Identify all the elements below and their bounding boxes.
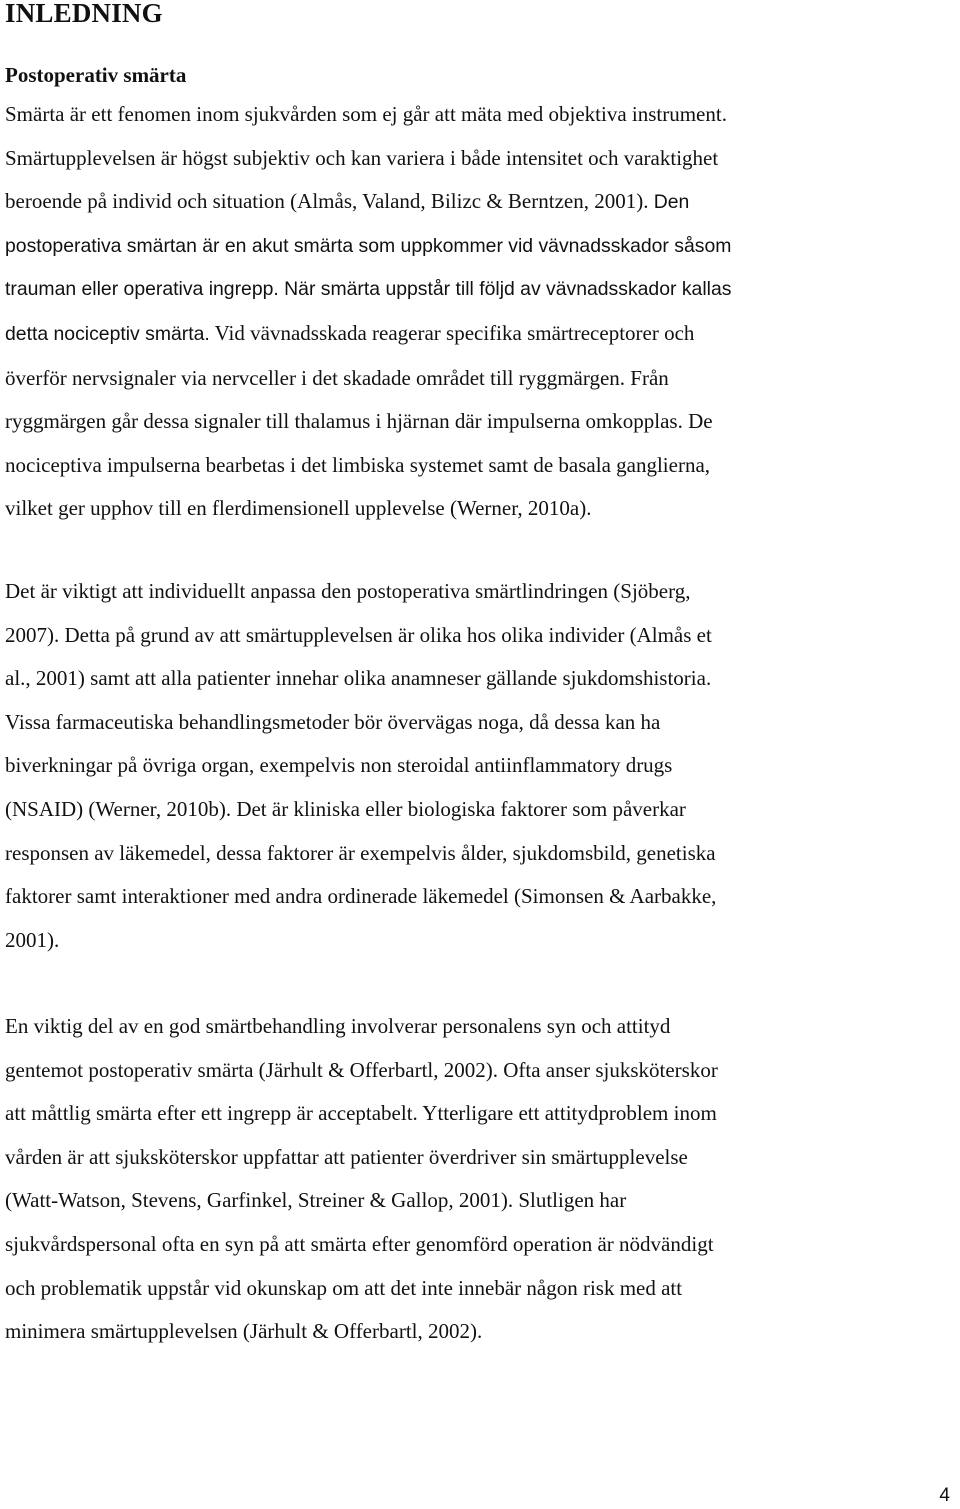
text-line: Smärtupplevelsen är högst subjektiv och kan variera i både intensitet och varaktighet xyxy=(5,145,719,170)
text-line: gentemot postoperativ smärta (Järhult & Offerbartl, 2002). Ofta anser sjuksköterskor xyxy=(5,1057,718,1082)
text-line: sjukvårdspersonal ofta en syn på att smärta efter genomförd operation är nödvändigt xyxy=(5,1231,714,1256)
text-line: nociceptiva impulserna bearbetas i det limbiska systemet samt de basala ganglierna, xyxy=(5,452,711,477)
text-line: vilket ger upphov till en flerdimensionell upplevelse (Werner, 2010a). xyxy=(5,496,592,521)
subsection-heading: Postoperativ smärta xyxy=(5,63,187,87)
text-line: (NSAID) (Werner, 2010b). Det är kliniska eller biologiska faktorer som påverkar xyxy=(5,796,686,821)
text-line: al., 2001) samt att alla patienter innehar olika anamneser gällande sjukdomshistoria. xyxy=(5,666,712,691)
text-line: postoperativa smärtan är en akut smärta som uppkommer vid vävnadsskador såsom xyxy=(5,234,732,257)
text-line: Det är viktigt att individuellt anpassa den postoperativa smärtlindringen (Sjöberg, xyxy=(5,579,691,603)
paragraph-1 xyxy=(5,93,955,531)
paragraph-3 xyxy=(5,1005,955,1354)
text-line: (Watt-Watson, Stevens, Garfinkel, Streiner & Gallop, 2001). Slutligen har xyxy=(5,1188,627,1213)
text-span: överför nervsignaler via nervceller i det skadade området till ryggmärgen. xyxy=(5,365,626,390)
text-line: Smärta är ett fenomen inom sjukvården som ej går att mäta med objektiva instrument. xyxy=(5,102,727,126)
text-span: detta nociceptiv smärta. xyxy=(5,322,210,345)
text-line: 2001). xyxy=(5,927,60,952)
text-span: De xyxy=(688,409,713,434)
text-line xyxy=(5,400,955,444)
text-span: beroende på individ och situation (Almås, Valand, Bilizc & Berntzen, 2001). xyxy=(5,189,649,214)
text-line: En viktig del av en god smärtbehandling involverar personalens syn och attityd xyxy=(5,1014,671,1038)
text-line: Vissa farmaceutiska behandlingsmetoder bör övervägas noga, då dessa kan ha xyxy=(5,709,661,734)
text-span: ryggmärgen går dessa signaler till thalamus i hjärnan där impulserna omkopplas. xyxy=(5,409,683,434)
text-line: 2007). Detta på grund av att smärtupplevelsen är olika hos olika individer (Almås et xyxy=(5,622,712,647)
text-line: minimera smärtupplevelsen (Järhult & Offerbartl, 2002). xyxy=(5,1319,483,1344)
text-line: biverkningar på övriga organ, exempelvis non steroidal antiinflammatory drugs xyxy=(5,753,673,778)
paragraph-2 xyxy=(5,570,955,962)
text-line: responsen av läkemedel, dessa faktorer är exempelvis ålder, sjukdomsbild, genetiska xyxy=(5,840,716,865)
text-line xyxy=(5,357,955,401)
text-line: trauman eller operativa ingrepp. När smärta uppstår till följd av vävnadsskador kallas xyxy=(5,278,732,301)
text-line: faktorer samt interaktioner med andra ordinerade läkemedel (Simonsen & Aarbakke, xyxy=(5,884,717,909)
page-number: 4 xyxy=(939,1485,950,1506)
text-line: och problematik uppstår vid okunskap om att det inte innebär någon risk med att xyxy=(5,1275,683,1300)
text-line: att måttlig smärta efter ett ingrepp är acceptabelt. Ytterligare ett attitydproblem inom xyxy=(5,1101,717,1126)
text-span: Från xyxy=(630,365,669,390)
text-line: vården är att sjuksköterskor uppfattar att patienter överdriver sin smärtupplevelse xyxy=(5,1144,688,1169)
text-span: Den xyxy=(653,191,690,214)
text-line xyxy=(5,312,955,357)
text-line xyxy=(5,180,955,225)
section-heading: INLEDNING xyxy=(5,0,163,28)
text-span: Vid vävnadsskada reagerar specifika smärtreceptorer och xyxy=(214,320,695,345)
